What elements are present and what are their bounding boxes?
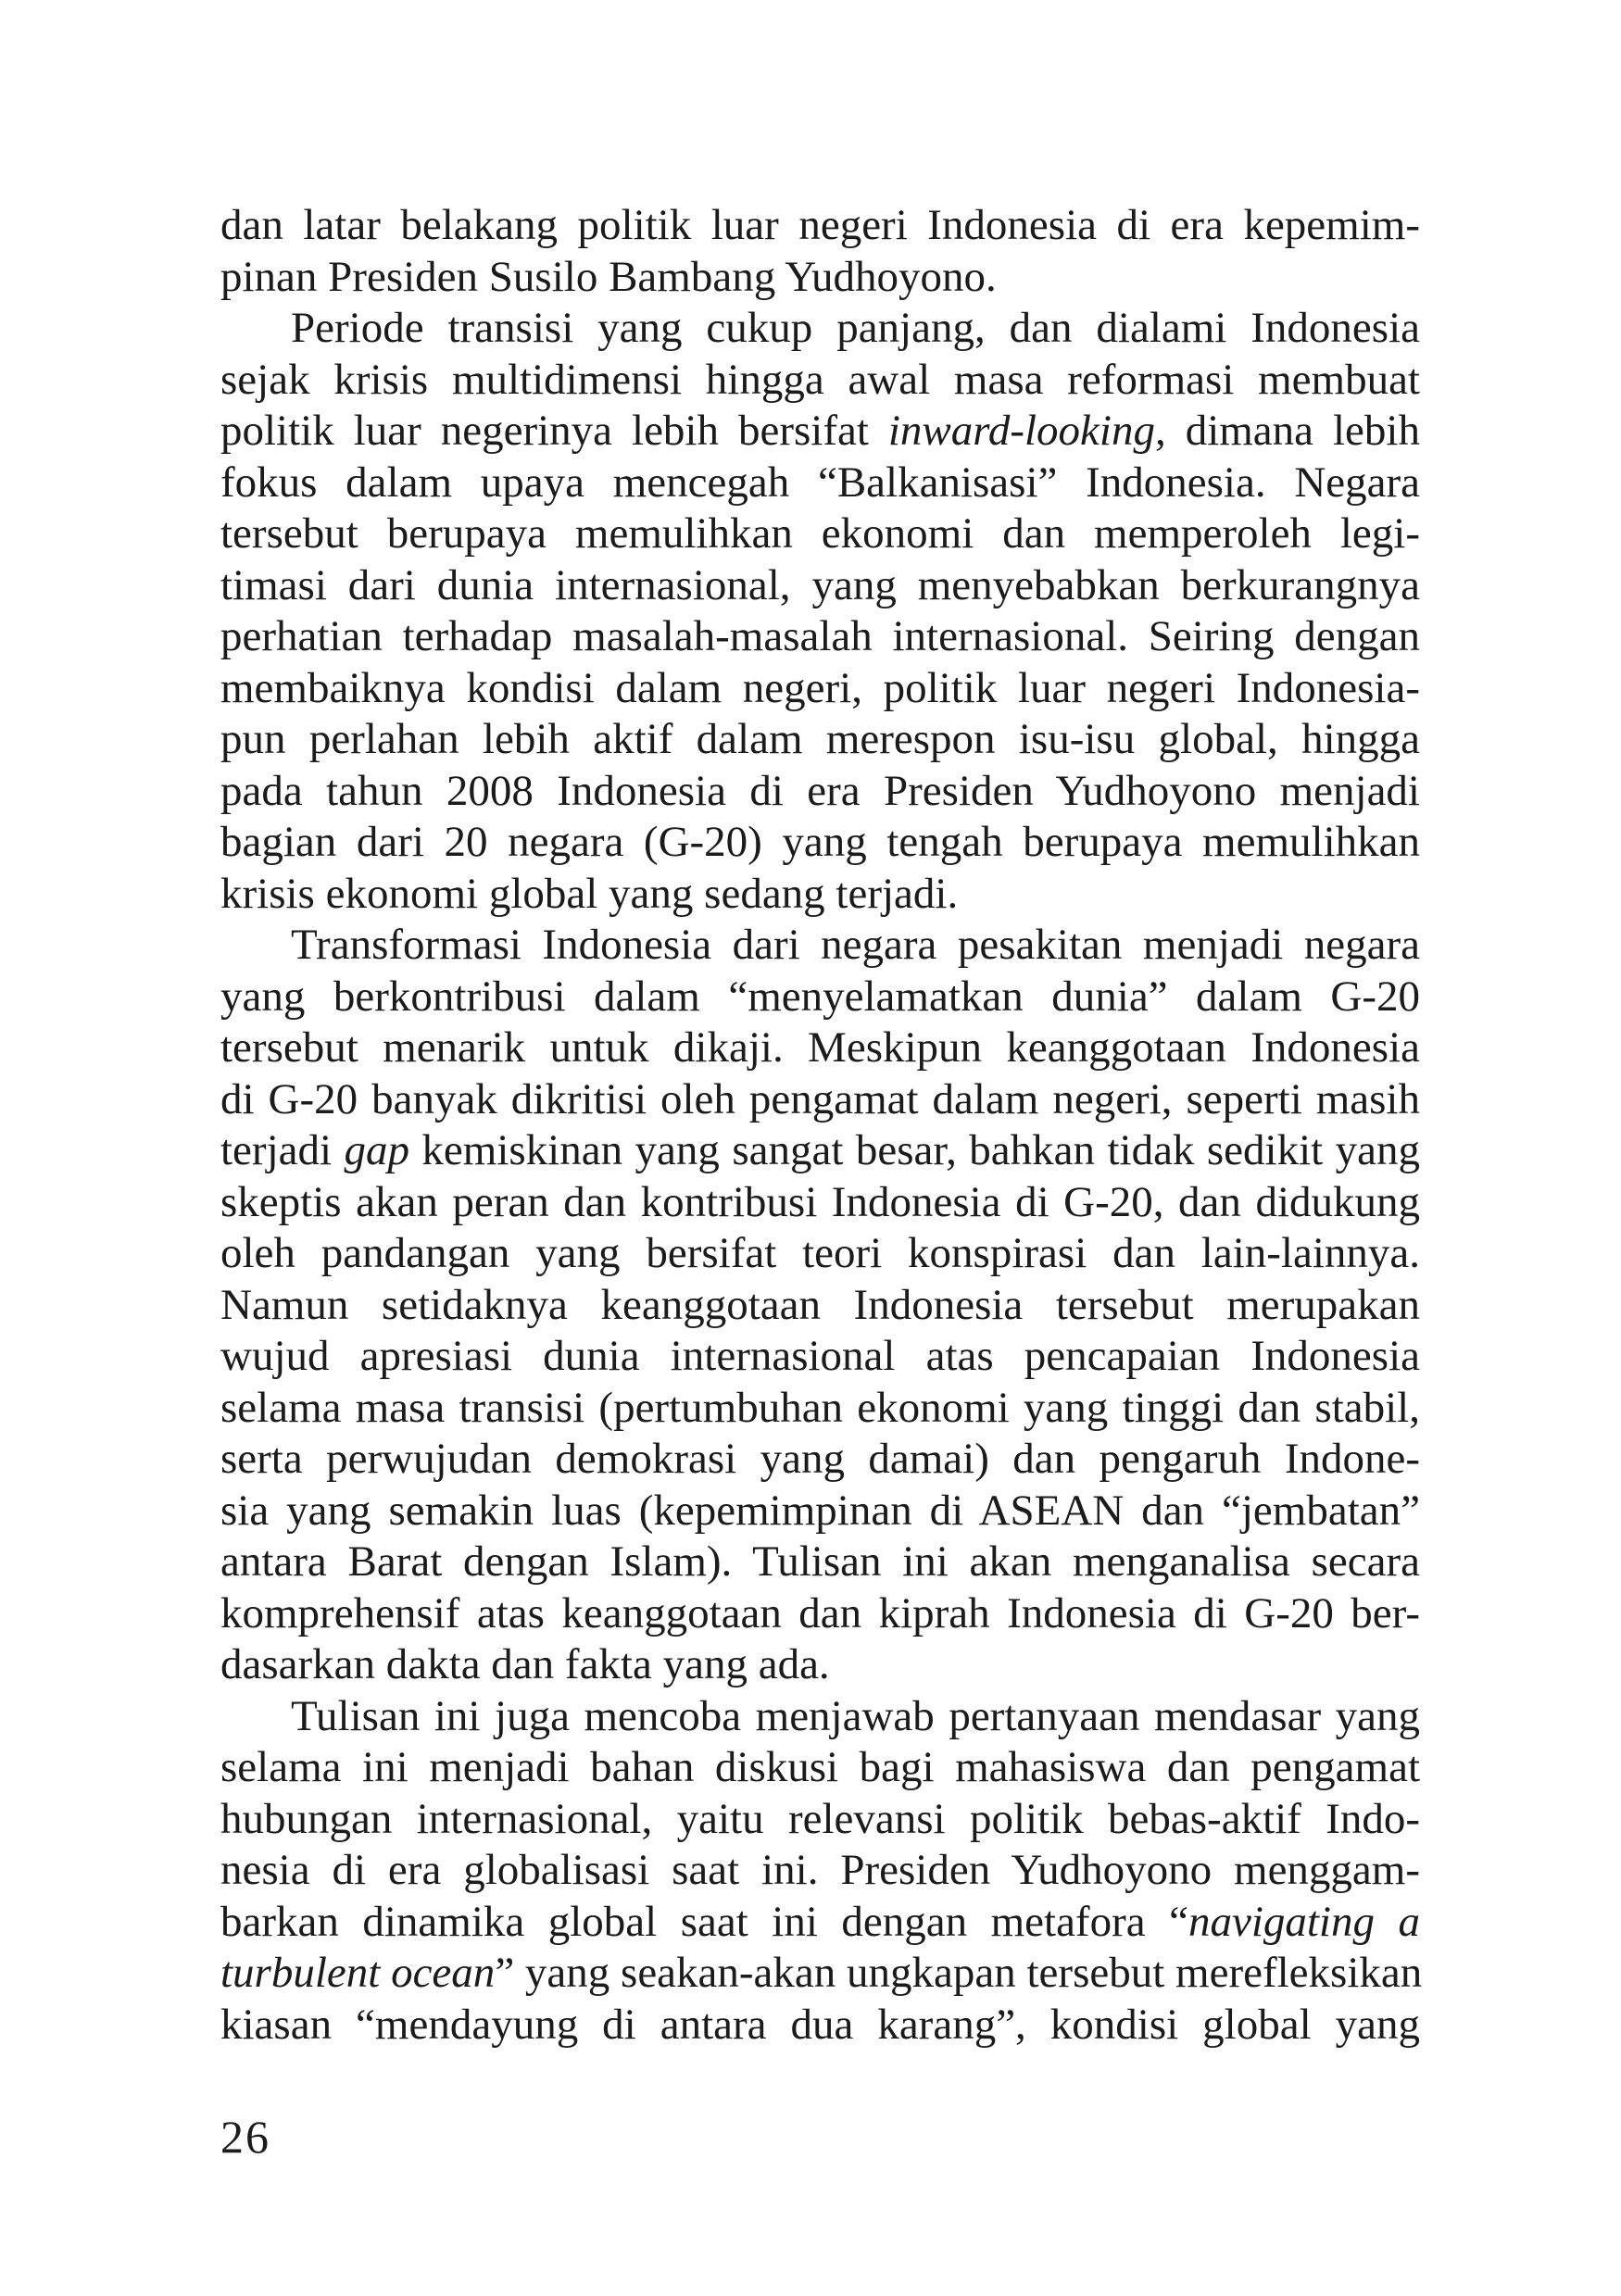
paragraph [220, 303, 1420, 920]
text-line: dasarkan dakta dan fakta yang ada. [220, 1640, 830, 1688]
paragraph [220, 200, 1420, 303]
body-text [220, 200, 1423, 2051]
text-line: komprehensif atas keanggotaan dan kiprah Indonesia di G-20 ber- [220, 1588, 1420, 1637]
text-line: Tulisan ini juga mencoba menjawab pertanyaan mendasar yang [291, 1691, 1420, 1740]
text-line: wujud apresiasi dunia internasional atas pencapaian Indonesia [220, 1332, 1420, 1380]
text-line: skeptis akan peran dan kontribusi Indonesia di G-20, dan didukung [220, 1177, 1420, 1226]
text-line: oleh pandangan yang bersifat teori konspirasi dan lain-lainnya. [220, 1229, 1420, 1277]
text-line: Transformasi Indonesia dari negara pesakitan menjadi negara [291, 921, 1420, 969]
italic-term: gap [344, 1126, 409, 1174]
text-line: pun perlahan lebih aktif dalam merespon isu-isu global, hingga [220, 715, 1420, 763]
text-line: turbulent ocean” yang seakan-akan ungkapan tersebut merefleksikan [220, 1949, 1423, 1997]
text-line: dan latar belakang politik luar negeri Indonesia di era kepemim- [220, 201, 1420, 249]
text-line: selama masa transisi (pertumbuhan ekonomi yang tinggi dan stabil, [220, 1383, 1420, 1432]
text-line: serta perwujudan demokrasi yang damai) dan pengaruh Indone- [220, 1435, 1420, 1483]
text-line: sia yang semakin luas (kepemimpinan di ASEAN dan “jembatan” [220, 1486, 1420, 1535]
italic-term: inward-looking [887, 407, 1155, 455]
text-line: hubungan internasional, yaitu relevansi politik bebas-aktif Indo- [220, 1794, 1420, 1843]
italic-term: turbulent ocean [220, 1949, 496, 1997]
text-line: selama ini menjadi bahan diskusi bagi mahasiswa dan pengamat [220, 1743, 1420, 1791]
text-line: Periode transisi yang cukup panjang, dan dialami Indonesia [291, 304, 1420, 352]
italic-term: navigating a [1187, 1897, 1420, 1946]
paragraph [220, 920, 1420, 1691]
text-line: antara Barat dengan Islam). Tulisan ini akan menganalisa secara [220, 1537, 1420, 1586]
text-line: pada tahun 2008 Indonesia di era Presiden Yudhoyono menjadi [220, 766, 1420, 815]
text-line: yang berkontribusi dalam “menyelamatkan dunia” dalam G-20 [220, 972, 1420, 1021]
text-line: di G-20 banyak dikritisi oleh pengamat dalam negeri, seperti masih [220, 1074, 1420, 1123]
text-line: bagian dari 20 negara (G-20) yang tengah berupaya memulihkan [220, 818, 1420, 866]
text-line: krisis ekonomi global yang sedang terjadi. [220, 869, 959, 918]
paragraph [220, 1691, 1423, 2051]
text-line: pinan Presiden Susilo Bambang Yudhoyono. [220, 252, 997, 301]
text-line: sejak krisis multidimensi hingga awal masa reformasi membuat [220, 355, 1420, 404]
text-line: tersebut berupaya memulihkan ekonomi dan memperoleh legi- [220, 509, 1420, 558]
text-line: perhatian terhadap masalah-masalah internasional. Seiring dengan [220, 612, 1420, 660]
text-line: kiasan “mendayung di antara dua karang”, kondisi global yang [220, 2000, 1420, 2049]
text-line: terjadi gap kemiskinan yang sangat besar, bahkan tidak sedikit yang [220, 1126, 1420, 1174]
text-line: timasi dari dunia internasional, yang menyebabkan berkurangnya [220, 560, 1420, 609]
text-line: Namun setidaknya keanggotaan Indonesia tersebut merupakan [220, 1280, 1420, 1329]
text-line: tersebut menarik untuk dikaji. Meskipun keanggotaan Indonesia [220, 1023, 1420, 1072]
page-number: 26 [220, 2111, 270, 2163]
text-line: politik luar negerinya lebih bersifat inward-looking, dimana lebih [220, 407, 1420, 455]
text-line: barkan dinamika global saat ini dengan metafora “navigating a [220, 1897, 1420, 1946]
text-line: membaiknya kondisi dalam negeri, politik luar negeri Indonesia- [220, 663, 1420, 712]
text-line: nesia di era globalisasi saat ini. Presiden Yudhoyono menggam- [220, 1846, 1420, 1894]
text-line: fokus dalam upaya mencegah “Balkanisasi” Indonesia. Negara [220, 458, 1420, 507]
